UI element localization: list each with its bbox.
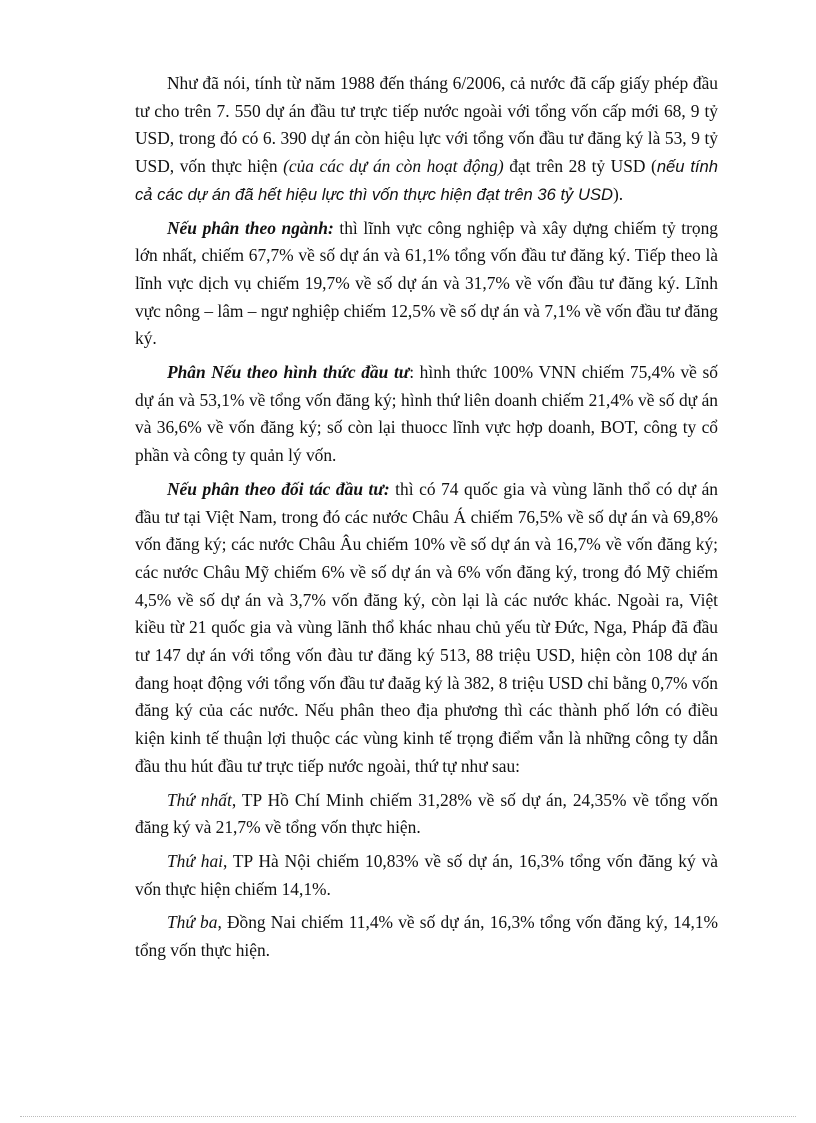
document-body (135, 70, 718, 971)
third-place-label: Thứ ba (167, 912, 218, 933)
paragraph-by-partner (135, 476, 718, 781)
second-place-text: , TP Hà Nội chiếm 10,83% về số dự án, 16,3% tổng vốn đăng ký và vốn thực hiện chiếm 14,1%. (135, 850, 718, 899)
paragraph-overview (135, 70, 718, 209)
first-place-text: , TP Hồ Chí Minh chiếm 31,28% về số dự án, 24,35% về tổng vốn đăng ký và 21,7% về tổng vốn thực hiện. (135, 789, 718, 838)
overview-text-1: Như đã nói, tính từ năm 1988 đến tháng 6/2006, cả nước đã cấp giấy phép đầu tư cho trên 7. 550 dự án đầu tư trực tiếp nước ngoài với tổng vốn cấp mới 68, 9 tỷ USD, trong đó có 6. 390 dự án còn hiệu lực với tổng vốn đầu tư đăng ký là 53, 9 tỷ USD, vốn thực hiện (135, 73, 718, 177)
second-place-label: Thứ hai (167, 850, 223, 871)
by-partner-heading: Nếu phân theo đối tác đầu tư: (167, 478, 390, 499)
by-sector-text: thì lĩnh vực công nghiệp và xây dựng chiếm tỷ trọng lớn nhất, chiếm 67,7% về số dự án và 61,1% tổng vốn đầu tư đăng ký. Tiếp theo là lĩnh vực dịch vụ chiếm 19,7% về số dự án và 31,7% về vốn đầu tư đăng ký. Lĩnh vực nông – lâm – ngư nghiệp chiếm 12,5% về số dự án và 7,1% về vốn đầu tư đăng ký. (135, 217, 719, 349)
paragraph-first-place (135, 787, 718, 842)
overview-italic-note-2: nếu tính cả các dự án đã hết hiệu lực thì vốn thực hiện đạt trên 36 tỷ USD (135, 157, 718, 204)
overview-italic-note-1: (của các dự án còn hoạt động) (283, 156, 504, 177)
by-partner-text: thì có 74 quốc gia và vùng lãnh thổ có dự án đầu tư tại Việt Nam, trong đó các nước Châu Á chiếm 76,5% về số dự án và 69,8% vốn đăng ký; các nước Châu Âu chiếm 10% về số dự án và 16,7% về vốn đăng ký; các nước Châu Mỹ chiếm 6% về số dự án và 6% vốn đăng ký, trong đó Mỹ chiếm 4,5% về số dự án và 3,7% vốn đăng ký, còn lại là các nước khác. Ngoài ra, Việt kiều từ 21 quốc gia và vùng lãnh thổ khác nhau chủ yếu từ Đức, Nga, Pháp đã đầu tư 147 dự án với tổng vốn đàu tư đăng ký 513, 88 triệu USD, hiện còn 108 dự án đang hoạt động với tổng vốn đầu tư đaăg ký là 382, 8 triệu USD chỉ bằng 0,7% vốn đăng ký của các nước. Nếu phân theo địa phương thì các thành phố lớn có điều kiện kinh tế thuận lợi thuộc các vùng kinh tế trọng điểm vẫn là những công ty dẫn đầu thu hút đầu tư trực tiếp nước ngoài, thứ tự như sau: (135, 478, 718, 776)
by-sector-heading: Nếu phân theo ngành: (167, 217, 334, 238)
paragraph-third-place (135, 909, 718, 964)
paragraph-by-investment-form (135, 359, 718, 470)
paragraph-second-place (135, 848, 718, 903)
by-investment-form-text: : hình thức 100% VNN chiếm 75,4% về số dự án và 53,1% về tổng vốn đăng ký; hình thứ liên doanh chiếm 21,4% về số dự án và 36,6% về vốn đăng ký; số còn lại thuocc lĩnh vực hợp doanh, BOT, công ty cổ phần và công ty quản lý vốn. (135, 362, 718, 466)
overview-text-3: ). (613, 183, 624, 204)
third-place-text: , Đồng Nai chiếm 11,4% về số dự án, 16,3% tổng vốn đăng ký, 14,1% tổng vốn thực hiện. (135, 912, 719, 961)
page-bottom-divider (20, 1116, 796, 1117)
by-investment-form-heading: Phân Nếu theo hình thức đầu tư (167, 362, 410, 383)
first-place-label: Thứ nhất (167, 789, 232, 810)
overview-text-2: đạt trên 28 tỷ USD ( (503, 156, 657, 177)
paragraph-by-sector (135, 215, 718, 354)
